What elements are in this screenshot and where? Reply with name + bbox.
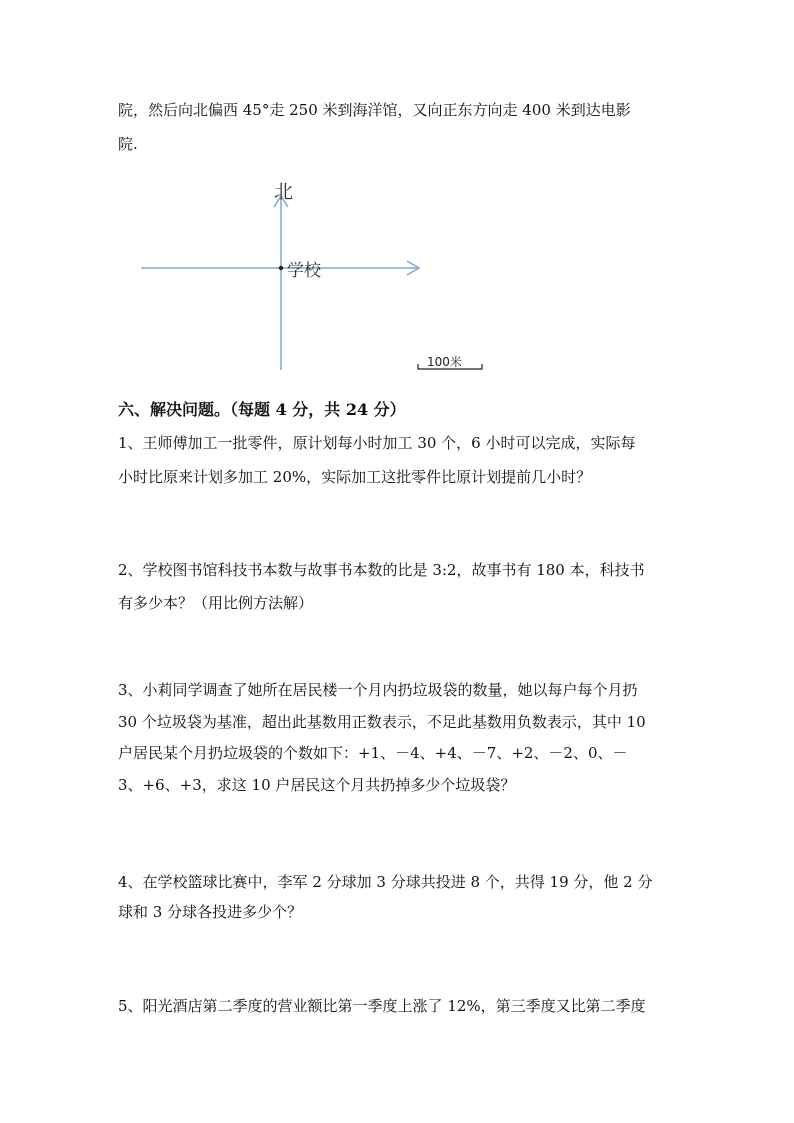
direction-diagram bbox=[0, 0, 794, 400]
section-title: 六、解决问题。（每题 4 分，共 24 分） bbox=[118, 400, 406, 419]
scale-label: 100米 bbox=[427, 355, 462, 369]
problem-line: 3、小莉同学调查了她所在居民楼一个月内扔垃圾袋的数量，她以每户每个月扔 bbox=[118, 681, 638, 699]
school-point bbox=[279, 266, 283, 270]
problem-line: 球和 3 分球各投进多少个？ bbox=[118, 903, 303, 921]
problem-line: 4、在学校篮球比赛中，李军 2 分球加 3 分球共投进 8 个，共得 19 分，他 2 分 bbox=[118, 873, 653, 891]
intro-line-1: 院，然后向北偏西 45°走 250 米到海洋馆，又向正东方向走 400 米到达电影 bbox=[118, 101, 631, 119]
school-label: 学校 bbox=[287, 261, 321, 281]
problem-line: 户居民某个月扔垃圾袋的个数如下：+1、－4、+4、－7、+2、－2、0、－ bbox=[118, 744, 628, 762]
problem-line: 小时比原来计划多加工 20%，实际加工这批零件比原计划提前几小时？ bbox=[118, 468, 592, 486]
problem-line: 30 个垃圾袋为基准，超出此基数用正数表示，不足此基数用负数表示，其中 10 bbox=[118, 713, 646, 731]
problem-line: 1、王师傅加工一批零件，原计划每小时加工 30 个，6 小时可以完成，实际每 bbox=[118, 434, 636, 452]
north-label: 北 bbox=[274, 181, 294, 203]
intro-line-2: 院. bbox=[118, 135, 138, 153]
problem-line: 2、学校图书馆科技书本数与故事书本数的比是 3:2，故事书有 180 本，科技书 bbox=[118, 561, 645, 579]
problem-line: 5、阳光酒店第二季度的营业额比第一季度上涨了 12%，第三季度又比第二季度 bbox=[118, 997, 646, 1015]
problem-line: 3、+6、+3，求这 10 户居民这个月共扔掉多少个垃圾袋？ bbox=[118, 776, 516, 794]
problem-line: 有多少本？（用比例方法解） bbox=[118, 594, 314, 612]
